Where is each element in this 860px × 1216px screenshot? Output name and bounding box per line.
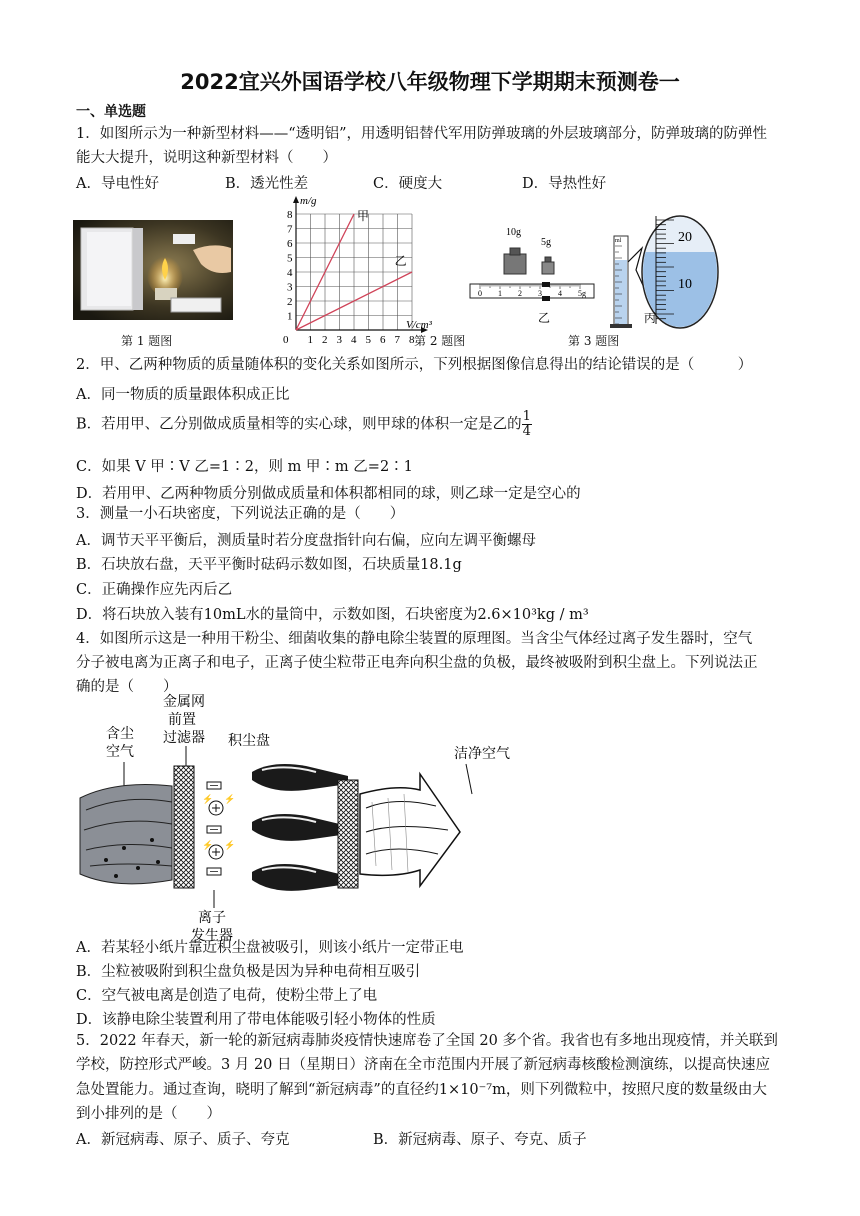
fig2-chart-svg	[278, 196, 453, 346]
x-tick-label: 7	[394, 334, 400, 346]
q2-option-b-fraction: $\frac{1}{4}$	[522, 409, 531, 439]
x-tick-label: 1	[307, 334, 313, 346]
dust-collecting-plate	[252, 764, 348, 791]
dusty-air-arrow-icon	[80, 785, 172, 884]
q4-stem-line2: 分子被电离为正离子和电子，正离子使尘粒带正电奔向积尘盘的负极，最终被吸附到积尘盘上。下列说法正	[76, 655, 758, 671]
q2-option-b-text: B．若用甲、乙分别做成质量相等的实心球，则甲球的体积一定是乙的	[76, 416, 522, 433]
balance-scale-tick-label: 5g	[578, 289, 586, 298]
q3-option-c: C．正确操作应先丙后乙	[76, 582, 233, 598]
q2-option-d: D．若用甲、乙两种物质分别做成质量和体积都相同的球，则乙球一定是空心的	[76, 486, 581, 502]
fig4-label-plate: 积尘盘	[228, 734, 270, 749]
series-label-jia: 甲	[357, 209, 370, 223]
q2-stem: 2．甲、乙两种物质的质量随体积的变化关系如图所示，下列根据图像信息得出的结论错误的是（ ）	[76, 357, 753, 373]
fig3-mark-20: 20	[678, 230, 692, 245]
dust-collecting-plate	[252, 814, 348, 841]
fig1-caption: 第 1 题图	[121, 334, 173, 348]
y-tick-label: 3	[287, 281, 293, 294]
q2-option-a: A．同一物质的质量跟体积成正比	[76, 387, 290, 403]
q1-option-c: C．硬度大	[373, 176, 443, 192]
y-axis-label: m/g	[300, 195, 317, 207]
fig2-caption: 第 2 题图	[414, 334, 466, 348]
q4-stem-line1: 4．如图所示这是一种用干粉尘、细菌收集的静电除尘装置的原理图。当含尘气体经过离子发生器时，空气	[76, 631, 753, 647]
section-heading: 一、单选题	[76, 104, 146, 120]
balance-scale-tick-label: 1	[498, 289, 502, 298]
y-tick-label: 4	[287, 267, 293, 279]
x-tick-label: 6	[380, 334, 386, 346]
balance-scale-tick-label: 0	[478, 289, 482, 298]
fig3-weight-label-10g: 10g	[506, 227, 521, 238]
fig2-chart	[278, 196, 453, 346]
q5-option-a: A．新冠病毒、原子、质子、夸克	[76, 1132, 290, 1148]
fig4-label-filter-1: 金属网	[163, 695, 205, 710]
q4-option-d: D．该静电除尘装置利用了带电体能吸引轻小物体的性质	[76, 1012, 436, 1028]
q1-option-d: D．导热性好	[522, 176, 607, 192]
q1-option-a: A．导电性好	[76, 176, 159, 192]
fig3-caption: 第 3 题图	[568, 334, 620, 348]
fig3-label-yi: 乙	[538, 311, 551, 325]
q4-option-c: C．空气被电离是创造了电荷，使粉尘带上了电	[76, 988, 378, 1004]
q2-option-b	[76, 410, 532, 439]
q1-option-b: B．透光性差	[225, 176, 309, 192]
q1-stem-line2: 能大大提升，说明这种新型材料（ ）	[76, 150, 337, 166]
balance-scale-tick-label: 4	[558, 289, 562, 298]
fig4-label-clean-air: 洁净空气	[454, 747, 510, 762]
y-tick-label: 8	[287, 209, 293, 221]
y-tick-label: 5	[287, 252, 293, 265]
x-tick-label: 5	[365, 334, 371, 346]
origin-label: 0	[283, 334, 289, 346]
fig3-label-bing: 丙	[644, 311, 657, 325]
y-tick-label: 1	[287, 310, 293, 323]
fig4-label-filter-2: 前置	[168, 713, 196, 728]
post-filter-mesh	[338, 780, 358, 888]
q4-stem-line3: 确的是（ ）	[76, 679, 178, 695]
balance-scale-tick-label: 3	[538, 289, 542, 298]
weight-10g-icon	[504, 254, 526, 274]
x-tick-label: 4	[351, 334, 357, 346]
fig3-mark-10: 10	[678, 277, 692, 292]
q5-stem-line1: 5．2022 年春天，新一轮的新冠病毒肺炎疫情快速席卷了全国 20 多个省。我省也有多地出现疫情，并关联到	[76, 1033, 778, 1049]
balance-scale-tick-label: 2	[518, 289, 522, 298]
q5-stem-line4: 到小排列的是（ ）	[76, 1106, 221, 1122]
fig3-cylinder-unit: ml	[615, 238, 622, 244]
y-tick-label: 2	[287, 296, 293, 308]
svg-text:⚡: ⚡	[202, 794, 214, 804]
q2-option-c: C．如果 V 甲∶V 乙=1∶2，则 m 甲∶m 乙=2∶1	[76, 459, 413, 475]
fig4-label-dust-air-2: 空气	[106, 745, 134, 760]
svg-text:⚡: ⚡	[224, 794, 236, 804]
x-axis-label: V/cm³	[406, 319, 432, 331]
q4-option-b: B．尘粒被吸附到积尘盘负极是因为异种电荷相互吸引	[76, 964, 421, 980]
weight-5g-icon	[542, 262, 554, 274]
fig3-figure	[466, 212, 716, 337]
series-label-yi: 乙	[394, 253, 407, 268]
fig1-photo	[73, 220, 233, 320]
fig4-label-filter-3: 过滤器	[163, 731, 205, 746]
dust-collecting-plate	[252, 864, 348, 891]
y-tick-label: 7	[287, 223, 293, 236]
y-axis-arrow-icon	[293, 196, 299, 203]
pre-filter-mesh	[174, 766, 194, 888]
fig3-weight-label-5g: 5g	[541, 237, 551, 248]
q3-option-b: B．石块放右盘，天平平衡时砝码示数如图，石块质量18.1g	[76, 557, 462, 573]
svg-text:⚡: ⚡	[224, 840, 236, 850]
q3-option-d: D．将石块放入装有10mL水的量筒中，示数如图，石块密度为2.6×10³kg / m³	[76, 607, 589, 623]
q1-stem-line1: 1．如图所示为一种新型材料——“透明铝”，用透明铝替代军用防弹玻璃的外层玻璃部分，防弹玻璃的防弹性	[76, 126, 768, 142]
q5-stem-line2: 学校，防控形式严峻。3 月 20 日（星期日）济南在全市范围内开展了新冠病毒核酸检测演练，以提高快速应	[76, 1057, 770, 1073]
fig4-diagram	[76, 690, 536, 944]
svg-text:⚡: ⚡	[202, 840, 214, 850]
q3-option-a: A．调节天平平衡后，测质量时若分度盘指针向右偏，应向左调平衡螺母	[76, 533, 536, 549]
page-title: 2022宜兴外国语学校八年级物理下学期期末预测卷一	[180, 70, 680, 94]
q5-option-b: B．新冠病毒、原子、夸克、质子	[373, 1132, 587, 1148]
q5-stem-line3: 急处置能力。通过查询，晓明了解到“新冠病毒”的直径约1×10⁻⁷m，则下列微粒中，按照尺度的数量级由大	[76, 1082, 767, 1098]
x-tick-label: 3	[336, 334, 342, 346]
fig4-label-ion-1: 离子	[198, 911, 226, 926]
y-tick-label: 6	[287, 238, 293, 250]
q3-stem: 3．测量一小石块密度，下列说法正确的是（ ）	[76, 506, 405, 522]
fig4-label-dust-air-1: 含尘	[106, 727, 134, 742]
x-tick-label: 2	[322, 334, 328, 346]
fig4-label-ion-2: 发生器	[191, 929, 233, 944]
x-tick-label: 8	[409, 334, 415, 346]
q4-option-a: A．若某轻小纸片靠近积尘盘被吸引，则该小纸片一定带正电	[76, 940, 464, 956]
